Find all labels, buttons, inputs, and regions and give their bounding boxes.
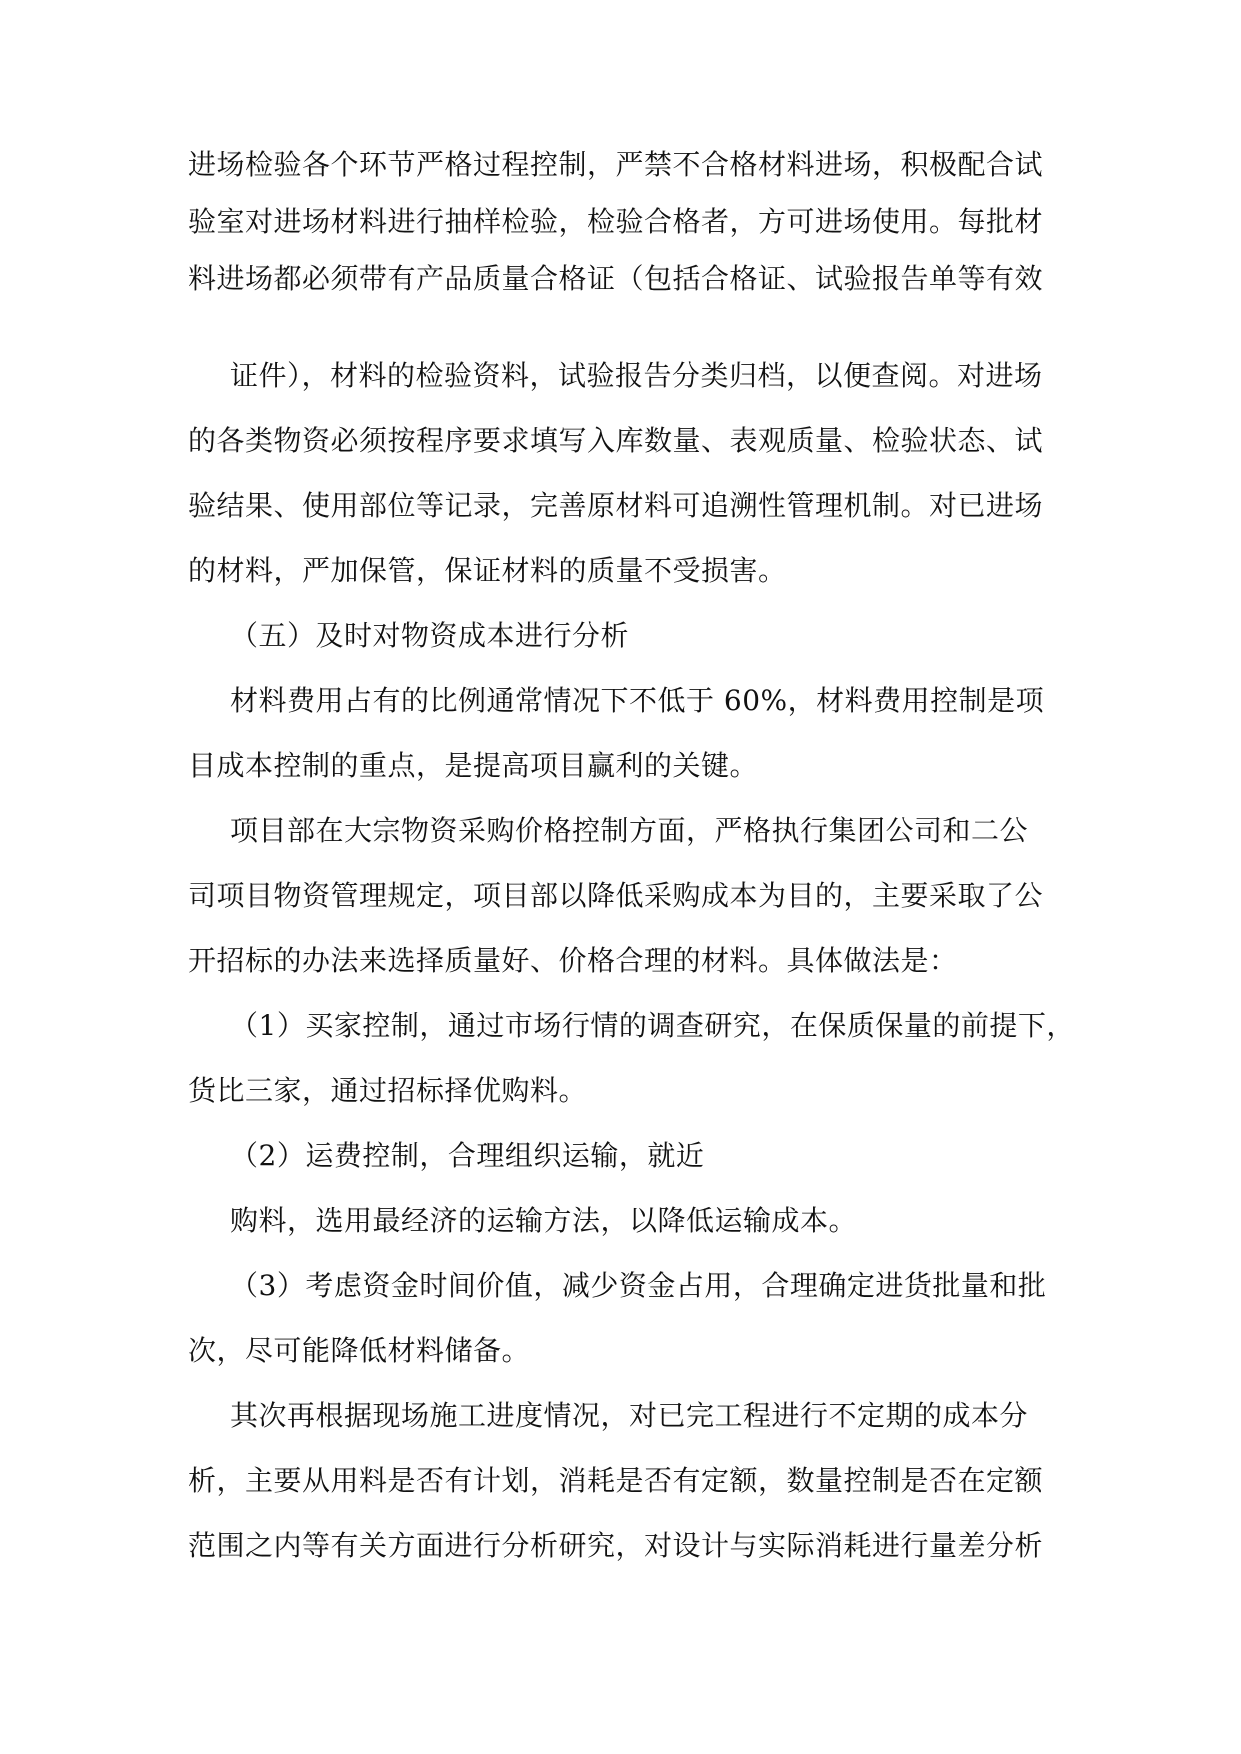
text-line: （2）运费控制，合理组织运输，就近: [230, 1139, 705, 1172]
text-line: 项目部在大宗物资采购价格控制方面，严格执行集团公司和二公: [230, 814, 1029, 847]
text-line: 的各类物资必须按程序要求填写入库数量、表观质量、检验状态、试: [188, 424, 1044, 457]
text-line: 证件），材料的检验资料，试验报告分类归档，以便查阅。对进场: [230, 359, 1043, 392]
text-line: 开招标的办法来选择质量好、价格合理的材料。具体做法是：: [188, 944, 958, 977]
text-line: 材料费用占有的比例通常情况下不低于 60%，材料费用控制是项: [230, 684, 1045, 717]
text-line: 的材料，严加保管，保证材料的质量不受损害。: [188, 554, 787, 587]
text-line: 其次再根据现场施工进度情况，对已完工程进行不定期的成本分: [230, 1399, 1029, 1432]
text-line: 次，尽可能降低材料储备。: [188, 1334, 531, 1367]
section-heading: （五）及时对物资成本进行分析: [230, 619, 630, 652]
text-line: （3）考虑资金时间价值，减少资金占用，合理确定进货批量和批: [230, 1269, 1047, 1302]
text-line: 料进场都必须带有产品质量合格证（包括合格证、试验报告单等有效: [188, 262, 1044, 295]
text-line: 司项目物资管理规定，项目部以降低采购成本为目的，主要采取了公: [188, 879, 1044, 912]
text-line: 范围之内等有关方面进行分析研究，对设计与实际消耗进行量差分析: [188, 1529, 1044, 1562]
text-line: 购料，选用最经济的运输方法，以降低运输成本。: [230, 1204, 858, 1237]
text-line: 货比三家，通过招标择优购料。: [188, 1074, 588, 1107]
text-line: 析，主要从用料是否有计划，消耗是否有定额，数量控制是否在定额: [188, 1464, 1044, 1497]
text-line: （1）买家控制，通过市场行情的调查研究，在保质保量的前提下，: [230, 1009, 1075, 1042]
text-line: 验结果、使用部位等记录，完善原材料可追溯性管理机制。对已进场: [188, 489, 1044, 522]
text-line: 进场检验各个环节严格过程控制，严禁不合格材料进场，积极配合试: [188, 148, 1044, 181]
text-line: 验室对进场材料进行抽样检验，检验合格者，方可进场使用。每批材: [188, 205, 1044, 238]
text-line: 目成本控制的重点，是提高项目赢利的关键。: [188, 749, 759, 782]
